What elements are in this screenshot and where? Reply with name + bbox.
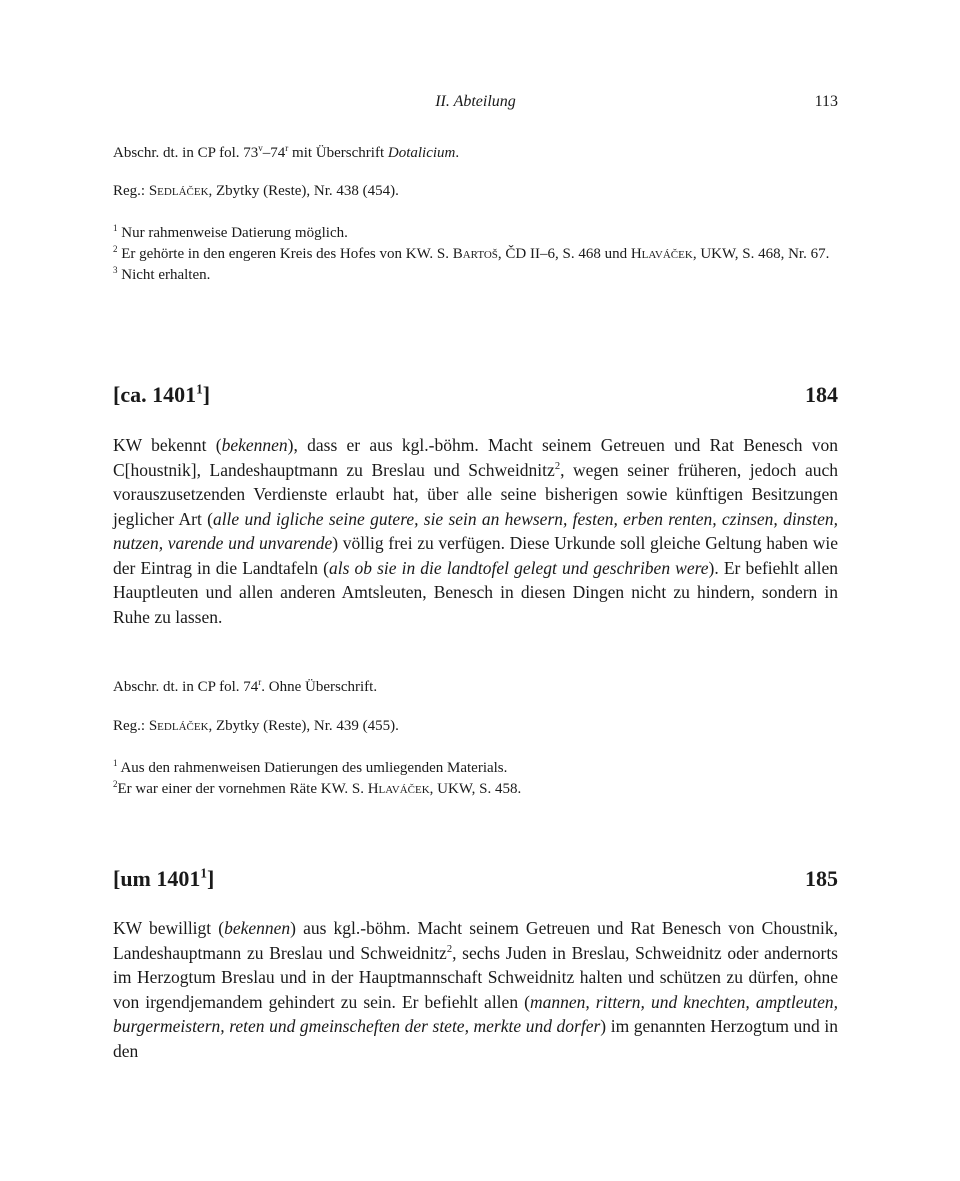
entry-185-heading	[113, 866, 838, 896]
footnote: $^1$ Aus den rahmenweisen Datierungen des umliegenden Materials.	[113, 758, 508, 776]
running-head-title: II. Abteilung	[435, 93, 516, 110]
entry-date: [ca. 1401$^1$]	[113, 381, 211, 407]
entry-number: 185	[805, 866, 838, 891]
prev-regest-note: Reg.: Sedláček, Zbytky (Reste), Nr. 438 (454).	[113, 183, 399, 199]
footnote: $^2$Er war einer der vornehmen Räte KW. S. Hlaváček, UKW, S. 458.	[113, 779, 522, 797]
entry-185-text: KW bewilligt (bekennen) aus kgl.-böhm. Macht seinem Getreuen und Rat Benesch von Choustnik, Landeshauptmann zu Breslau und Schweidnitz$^2$, sechs Juden in Breslau, Schweidnitz oder andernorts im Herzogtum Breslau und in der Hauptmannschaft Schweidnitz halten und schützen zu dürfen, ohne von irgendjemandem gehindert zu sein. Er befiehlt allen (mannen, rittern, und knechten, amptleuten, burgermeistern, reten und gmeinscheften der stete, merkte und dorfer) im genannten Herzogtum und in den	[113, 918, 838, 1061]
entry-number: 184	[805, 382, 838, 407]
entry-date: [um 1401$^1$]	[113, 865, 215, 891]
page-number: 113	[814, 93, 838, 110]
footnote: $^1$ Nur rahmenweise Datierung möglich.	[113, 223, 348, 241]
prev-copy-note: Abschr. dt. in CP fol. 73$^v$–74$^r$ mit Überschrift Dotalicium.	[113, 143, 460, 161]
entry-184-text: KW bekennt (bekennen), dass er aus kgl.-böhm. Macht seinem Getreuen und Rat Benesch von C[houstnik], Landeshauptmann zu Breslau und Schweidnitz$^2$, wegen seiner früheren, jedoch auch vorauszusetzenden Verdienste erlaubt hat, über alle seine bisherigen sowie künftigen Besitzungen jeglicher Art (alle und igliche seine gutere, sie sein an hewsern, festen, erben renten, czinsen, dinsten, nutzen, varende und unvarende) völlig frei zu verfügen. Diese Urkunde soll gleiche Geltung haben wie der Eintrag in die Landtafeln (als ob sie in die landtofel gelegt und geschriben were). Er befiehlt allen Hauptleuten und allen anderen Amtsleuten, Benesch in diesen Dingen nicht zu hindern, sondern in Ruhe zu lassen.	[113, 435, 839, 627]
entry-184-regest-note: Reg.: Sedláček, Zbytky (Reste), Nr. 439 (455).	[113, 718, 399, 734]
entry-184-footnotes	[113, 758, 838, 800]
running-head	[113, 93, 838, 115]
prev-footnotes	[113, 223, 838, 286]
footnote: $^2$ Er gehörte in den engeren Kreis des Hofes von KW. S. Bartoš, ČD II–6, S. 468 und Hlaváček, UKW, S. 468, Nr. 67.	[113, 244, 830, 262]
entry-184-copy-note: Abschr. dt. in CP fol. 74$^r$. Ohne Überschrift.	[113, 677, 378, 695]
entry-184-heading	[113, 382, 838, 412]
footnote: $^3$ Nicht erhalten.	[113, 265, 211, 283]
